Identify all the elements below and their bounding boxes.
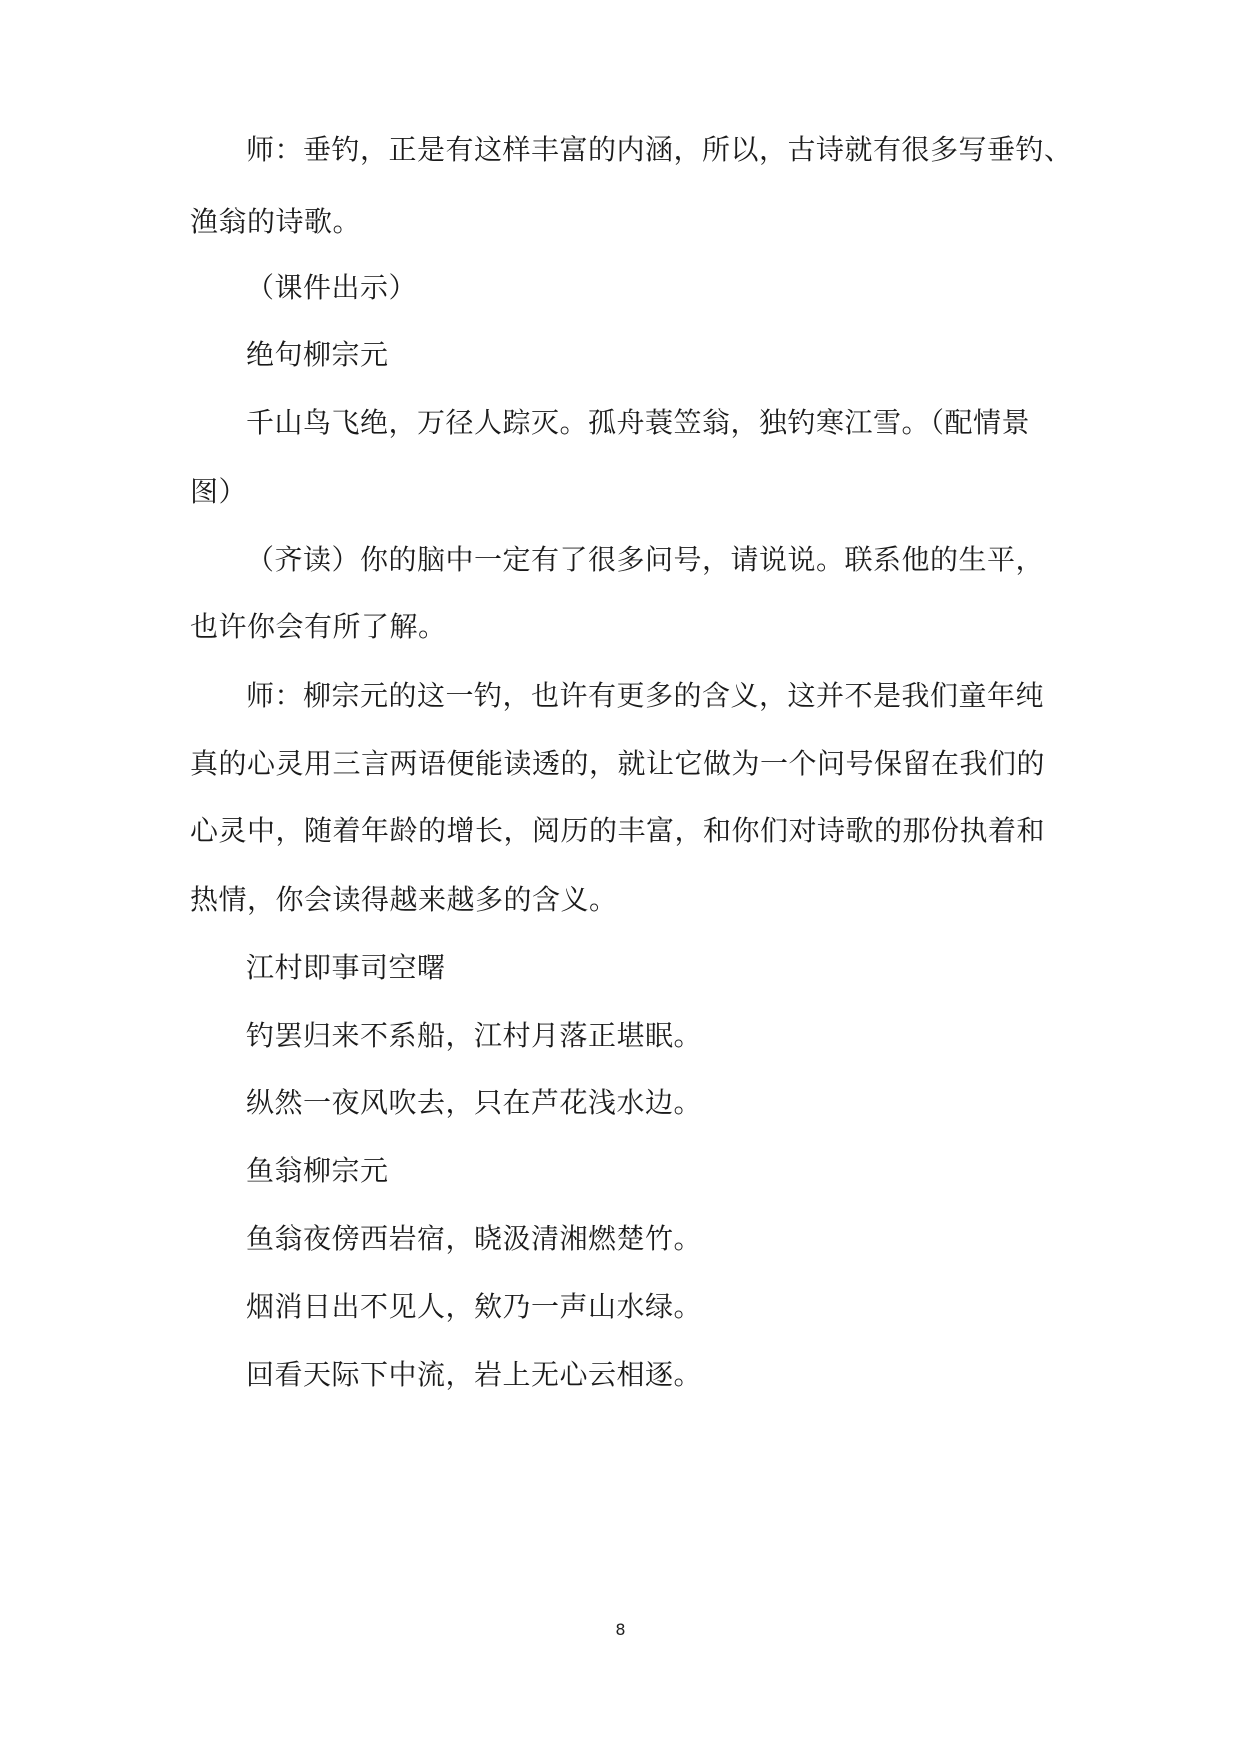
- poem-title: 鱼翁柳宗元: [246, 1154, 389, 1187]
- paragraph-line: 心灵中，随着年龄的增长，阅历的丰富，和你们对诗歌的那份执着和: [190, 814, 1046, 847]
- poem-line: 图）: [190, 475, 248, 508]
- poem-title: 绝句柳宗元: [246, 338, 389, 371]
- paragraph-line: 真的心灵用三言两语便能读透的，就让它做为一个问号保留在我们的: [190, 747, 1046, 780]
- page-number: 8: [615, 1620, 626, 1639]
- poem-line: 纵然一夜风吹去，只在芦花浅水边。: [246, 1086, 703, 1119]
- paragraph-line: 也许你会有所了解。: [190, 610, 447, 643]
- poem-line: 千山鸟飞绝，万径人踪灭。孤舟蓑笠翁，独钓寒江雪。（配情景: [246, 406, 1031, 439]
- paragraph-line: 渔翁的诗歌。: [190, 205, 362, 238]
- paragraph-line: 师：柳宗元的这一钓，也许有更多的含义，这并不是我们童年纯: [246, 679, 1045, 712]
- paragraph-line: （齐读）你的脑中一定有了很多问号，请说说。联系他的生平，: [246, 543, 1045, 576]
- paragraph-line: 师：垂钓，正是有这样丰富的内涵，所以，古诗就有很多写垂钓、: [246, 133, 1073, 166]
- poem-line: 回看天际下中流，岩上无心云相逐。: [246, 1358, 703, 1391]
- poem-title: 江村即事司空曙: [246, 951, 446, 984]
- poem-line: 鱼翁夜傍西岩宿，晓汲清湘燃楚竹。: [246, 1222, 703, 1255]
- paragraph-line: 热情，你会读得越来越多的含义。: [190, 883, 618, 916]
- poem-line: 烟消日出不见人，欸乃一声山水绿。: [246, 1290, 703, 1323]
- poem-line: 钓罢归来不系船，江村月落正堪眠。: [246, 1019, 703, 1052]
- paragraph-line: （课件出示）: [246, 271, 418, 304]
